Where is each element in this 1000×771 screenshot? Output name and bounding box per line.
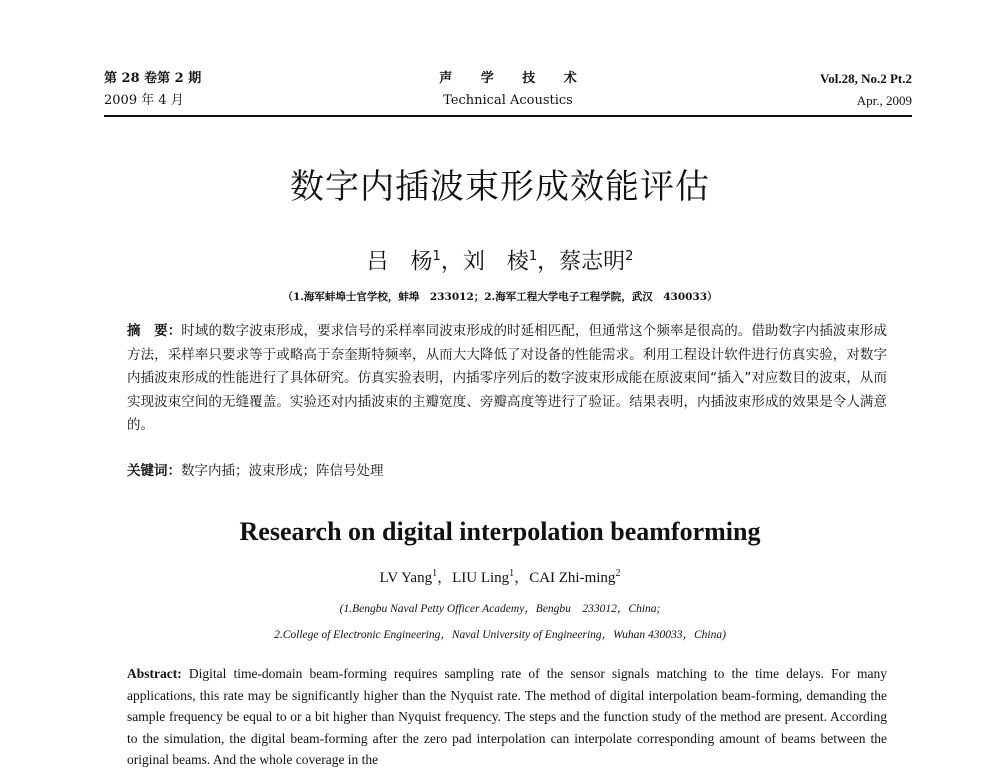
abstract-en-label: Abstract:	[127, 666, 182, 681]
abstract-cn-text: 时域的数字波束形成，要求信号的采样率同波束形成的时延相匹配，但通常这个频率是很高的。借助数字内插波束形成方法，采样率只要求等于或略高于奈奎斯特频率，从而大大降低了对设备的性能需求。利用工程设计软件进行仿真实验，对数字内插波束形成的性能进行了具体研究。仿真实验表明，内插零序列后的数字波束形成能在原波束间“插入”对应数目的波束，从而实现波束空间的无缝覆盖。实验还对内插波束的主瓣宽度、旁瓣高度等进行了验证。结果表明，内插波束形成的效果是令人满意的。	[127, 323, 888, 433]
volume-cn: 第 28 卷第 2 期	[104, 71, 202, 86]
author-en-2: LIU Ling	[452, 570, 510, 586]
date-en: Apr., 2009	[856, 93, 912, 108]
author-sep-cn-2: ，	[537, 249, 560, 275]
keywords-cn	[127, 460, 887, 483]
abstract-cn-label: 摘 要：	[127, 323, 182, 339]
author-cn-3: 蔡志明	[559, 249, 626, 275]
affiliation-cn: （1.海军蚌埠士官学校，蚌埠 233012；2.海军工程大学电子工程学院，武汉 430033）	[282, 291, 718, 303]
author-cn-1-mark: 1	[432, 249, 441, 264]
keywords-cn-label: 关键词：	[127, 463, 181, 479]
authors-en	[0, 563, 1000, 589]
abstract-en-text: Digital time-domain beam-forming requires sampling rate of the sensor signals matching to the time delays. For many applications, this rate may be significantly higher than the Nyquist rate. The method of digital interpolation beam-forming, demanding the sample frequency be equal to or a bit higher than Nyquist frequency. The steps and the function study of the method are present. According to the simulation, the digital beam-forming after the zero pad interpolation can interpolate corresponding amount of beams between the original beams. And the whole coverage in the	[127, 666, 887, 767]
author-cn-1: 吕 杨	[366, 249, 433, 275]
header-right	[820, 68, 912, 112]
journal-name-cn: 声 学 技 术	[439, 71, 589, 86]
author-sep-en-2: ，	[514, 570, 530, 586]
authors-cn	[0, 242, 1000, 277]
author-en-1-mark: 1	[432, 568, 438, 579]
author-en-3: CAI Zhi-ming	[529, 570, 616, 586]
journal-name-en: Technical Acoustics	[443, 93, 573, 108]
author-sep-en-1: ，	[437, 570, 453, 586]
author-en-2-mark: 1	[509, 568, 515, 579]
abstract-cn	[127, 320, 887, 438]
author-en-1: LV Yang	[379, 570, 433, 586]
affiliation-en-2: 2.College of Electronic Engineering，Naval University of Engineering，Wuhan 430033，China)	[274, 629, 726, 641]
volume-en: Vol.28, No.2 Pt.2	[820, 71, 912, 86]
author-cn-2: 刘 棱	[462, 249, 529, 275]
abstract-en	[127, 663, 887, 771]
author-sep-cn-1: ，	[440, 249, 463, 275]
author-en-3-mark: 2	[615, 568, 621, 579]
affiliation-en-1: (1.Bengbu Naval Petty Officer Academy，Bengbu 233012，China;	[339, 603, 661, 615]
title-en: Research on digital interpolation beamforming	[239, 517, 761, 546]
author-cn-2-mark: 1	[528, 249, 538, 264]
header-rule	[104, 115, 912, 117]
page-header	[104, 68, 912, 116]
title-cn: 数字内插波束形成效能评估	[290, 167, 710, 207]
keywords-cn-text: 数字内插；波束形成；阵信号处理	[181, 463, 384, 479]
author-cn-3-mark: 2	[625, 249, 634, 264]
date-cn: 2009 年 4 月	[104, 93, 184, 108]
header-center	[104, 68, 912, 112]
